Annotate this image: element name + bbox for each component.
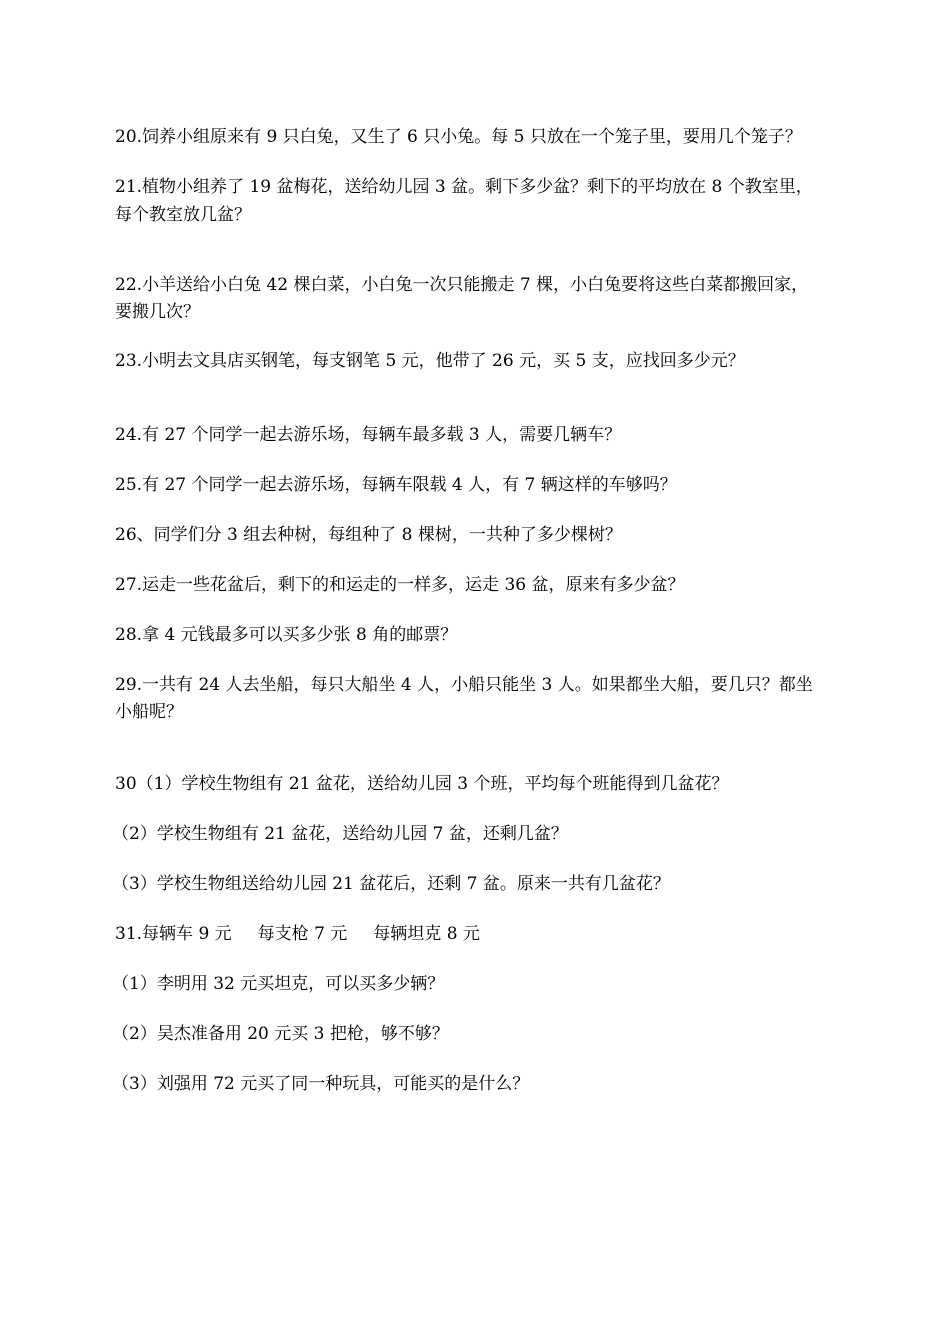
- question-31-part-2: （2）吴杰准备用 20 元买 3 把枪，够不够？: [112, 1024, 449, 1044]
- question-30-part-2: （2）学校生物组有 21 盆花，送给幼儿园 7 盆，还剩几盆？: [112, 824, 568, 844]
- price-tank: 每辆坦克 8 元: [373, 924, 480, 944]
- question-26: 26、同学们分 3 组去种树，每组种了 8 棵树，一共种了多少棵树？: [115, 525, 622, 545]
- question-29-line-2: 小船呢？: [115, 702, 183, 722]
- question-20: 20.饲养小组原来有 9 只白兔，又生了 6 只小兔。每 5 只放在一个笼子里，要用几个笼子？: [115, 127, 802, 147]
- question-23: 23.小明去文具店买钢笔，每支钢笔 5 元，他带了 26 元，买 5 支，应找回多少元？: [115, 351, 745, 371]
- question-28: 28.拿 4 元钱最多可以买多少张 8 角的邮票？: [115, 625, 458, 645]
- question-21-line-2: 每个教室放几盆？: [115, 205, 251, 225]
- question-22-line-2: 要搬几次？: [115, 302, 200, 322]
- question-21-line-1: 21.植物小组养了 19 盆梅花，送给幼儿园 3 盆。剩下多少盆？剩下的平均放在 8 个教室里，: [115, 177, 813, 197]
- question-29-line-1: 29.一共有 24 人去坐船，每只大船坐 4 人，小船只能坐 3 人。如果都坐大船，要几只？都坐: [115, 675, 813, 695]
- question-25: 25.有 27 个同学一起去游乐场，每辆车限载 4 人，有 7 辆这样的车够吗？: [115, 475, 677, 495]
- question-31-part-1: （1）李明用 32 元买坦克，可以买多少辆？: [112, 974, 445, 994]
- question-24: 24.有 27 个同学一起去游乐场，每辆车最多载 3 人，需要几辆车？: [115, 425, 622, 445]
- question-27: 27.运走一些花盆后，剩下的和运走的一样多，运走 36 盆，原来有多少盆？: [115, 575, 685, 595]
- question-22-line-1: 22.小羊送给小白兔 42 棵白菜，小白兔一次只能搬走 7 棵，小白兔要将这些白菜都搬回家，: [115, 275, 809, 295]
- question-31-prices: [115, 924, 845, 944]
- price-car: 31.每辆车 9 元: [115, 924, 232, 944]
- question-30-part-3: （3）学校生物组送给幼儿园 21 盆花后，还剩 7 盆。原来一共有几盆花？: [112, 874, 670, 894]
- question-31-part-3: （3）刘强用 72 元买了同一种玩具，可能买的是什么？: [112, 1074, 530, 1094]
- price-gun: 每支枪 7 元: [257, 924, 348, 944]
- question-30-part-1: 30（1）学校生物组有 21 盆花，送给幼儿园 3 个班，平均每个班能得到几盆花？: [115, 774, 729, 794]
